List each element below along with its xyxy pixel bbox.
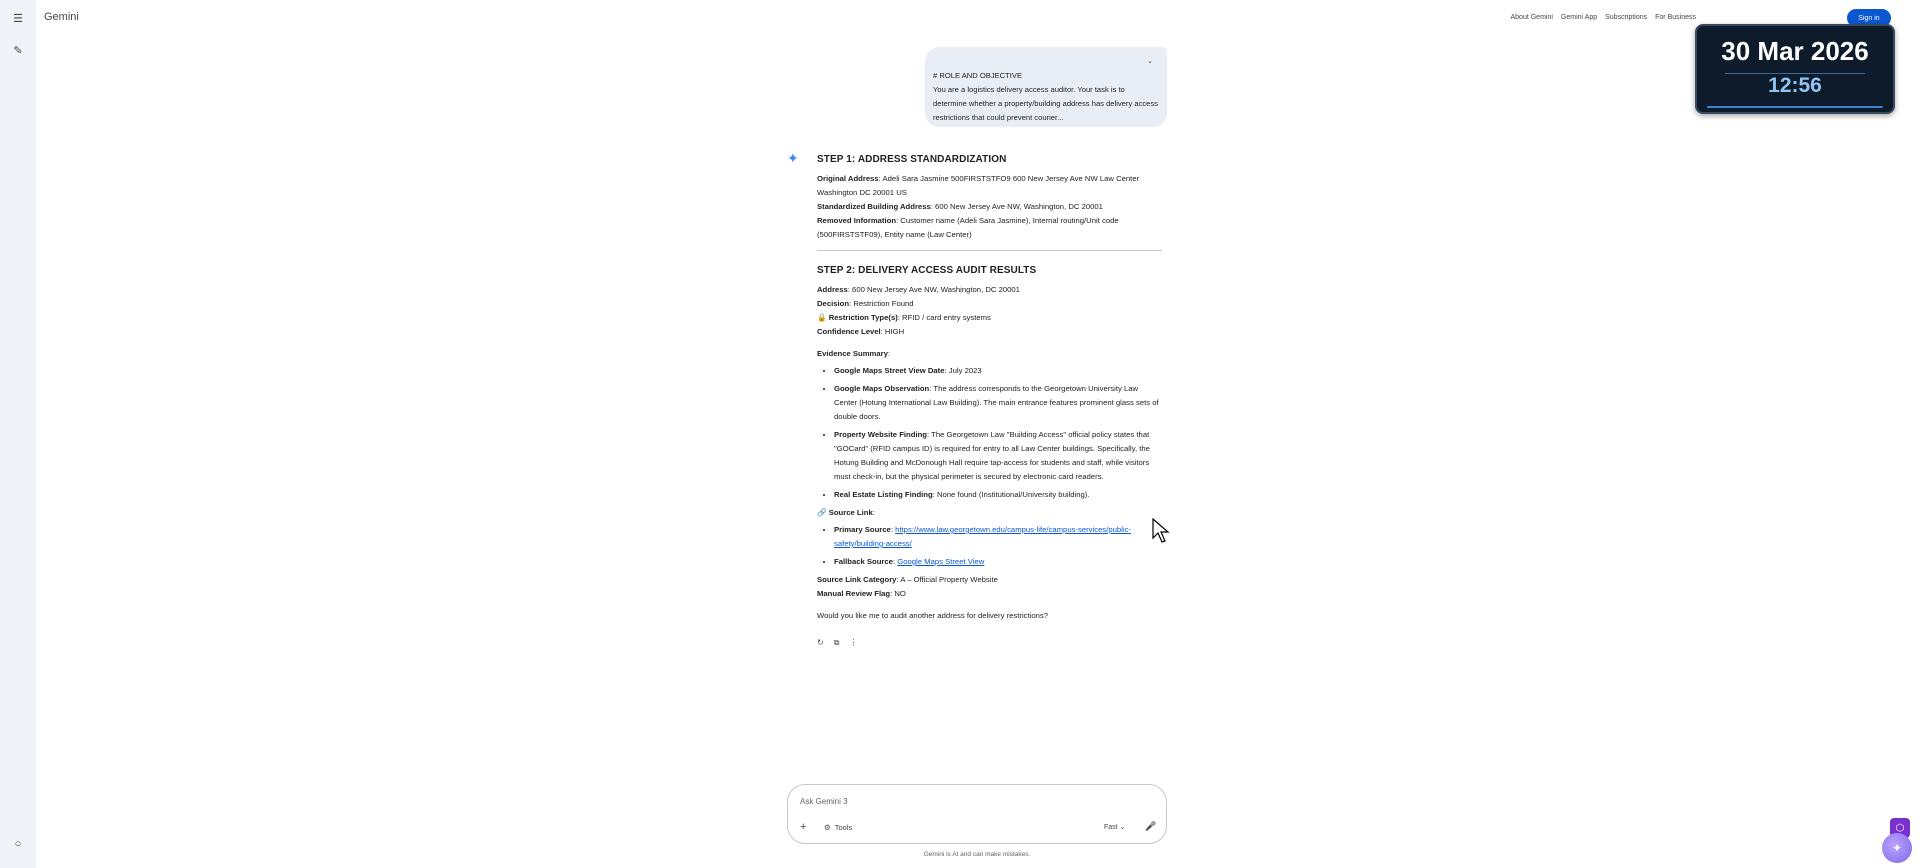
sign-in-button[interactable]: Sign in xyxy=(1847,9,1891,27)
clock-progress-bar xyxy=(1707,106,1883,108)
confidence-level-value: : HIGH xyxy=(880,327,905,336)
fallback-source-sep: : xyxy=(892,557,898,566)
prompt-input-box[interactable] xyxy=(787,784,1167,844)
list-item xyxy=(834,488,1162,502)
top-nav xyxy=(1511,14,1697,21)
app-title[interactable]: Gemini xyxy=(44,11,79,23)
closing-question: Would you like me to audit another address for delivery restrictions? xyxy=(817,611,1049,620)
gemini-spark-icon: ✦ xyxy=(787,150,799,166)
copy-icon[interactable]: ⧉ xyxy=(833,638,840,647)
audit-address-value: : 600 New Jersey Ave NW, Washington, DC 20001 xyxy=(847,285,1020,294)
link-icon: 🔗 xyxy=(817,508,827,517)
settings-icon[interactable]: ○ xyxy=(14,838,22,850)
expand-chevron-icon[interactable]: ⌄ xyxy=(1147,58,1153,65)
regenerate-icon[interactable]: ↻ xyxy=(817,638,824,647)
chevron-down-icon: ⌄ xyxy=(1119,824,1126,831)
evidence-summary-label: Evidence Summary xyxy=(817,349,888,358)
evidence-value: : None found (Institutional/University building). xyxy=(932,490,1090,499)
list-item xyxy=(834,555,1162,569)
step1-heading: STEP 1: ADDRESS STANDARDIZATION xyxy=(817,154,1007,165)
original-address-label: Original Address xyxy=(817,174,879,183)
source-link-suffix: : xyxy=(872,508,875,517)
evidence-summary-heading xyxy=(817,347,1162,361)
tools-label: Tools xyxy=(834,823,853,832)
nav-about-gemini[interactable]: About Gemini xyxy=(1510,14,1553,21)
lock-icon: 🔒 xyxy=(817,313,827,322)
confidence-level-label: Confidence Level xyxy=(817,327,881,336)
manual-review-flag-value: : NO xyxy=(890,589,906,598)
microphone-icon[interactable]: 🎤 xyxy=(1145,821,1157,831)
confidence-level xyxy=(817,325,1162,339)
user-prompt-bubble xyxy=(925,47,1167,127)
restriction-types-value: : RFID / card entry systems xyxy=(897,313,991,322)
standardized-address xyxy=(817,200,1162,214)
list-item xyxy=(834,382,1162,424)
prompt-text: You are a logistics delivery access auditor. Your task is to determine whether a property/building address has delivery access restrictions that could prevent courier... xyxy=(933,85,1158,122)
audit-address-label: Address xyxy=(817,285,848,294)
primary-source-sep: : xyxy=(890,525,896,534)
source-link-category xyxy=(817,573,1162,587)
evidence-label: Google Maps Street View Date xyxy=(834,366,945,375)
add-attachment-icon[interactable]: + xyxy=(800,821,807,833)
disclaimer-text: Gemini is AI and can make mistakes. xyxy=(923,851,1031,858)
new-chat-icon[interactable]: ✎ xyxy=(13,44,23,57)
fallback-source-label: Fallback Source xyxy=(834,557,893,566)
restriction-types xyxy=(817,311,1162,325)
step2-heading: STEP 2: DELIVERY ACCESS AUDIT RESULTS xyxy=(817,265,1037,276)
mouse-cursor-icon xyxy=(1152,518,1172,544)
source-link-heading xyxy=(817,506,1162,520)
evidence-list xyxy=(834,364,1162,502)
menu-icon[interactable]: ☰ xyxy=(13,12,23,25)
source-list xyxy=(834,523,1162,569)
fallback-source-link[interactable]: Google Maps Street View xyxy=(897,557,985,566)
nav-for-business[interactable]: For Business xyxy=(1655,14,1696,21)
clock-time: 12:56 xyxy=(1768,74,1822,97)
removed-information-label: Removed Information xyxy=(817,216,897,225)
section-divider xyxy=(817,250,1162,251)
clock-widget xyxy=(1695,24,1895,114)
decision-label: Decision xyxy=(817,299,850,308)
model-response xyxy=(817,153,1162,650)
mode-label: Fast xyxy=(1104,824,1118,831)
primary-source-link[interactable]: https://www.law.georgetown.edu/campus-life/campus-services/public-safety/building-access/ xyxy=(834,525,1131,548)
prompt-heading: # ROLE AND OBJECTIVE xyxy=(933,71,1023,80)
tools-icon: ⚙ xyxy=(824,823,831,832)
side-rail xyxy=(0,0,36,868)
evidence-label: Google Maps Observation xyxy=(834,384,930,393)
evidence-label: Property Website Finding xyxy=(834,430,927,439)
nav-subscriptions[interactable]: Subscriptions xyxy=(1605,14,1648,21)
evidence-value: : The Georgetown Law "Building Access" official policy states that "GOCard" (RFID campus ID) is required for entry to all Law Center buildings. Specifically, the Hotung Building and McDonough Hall require tap-access for students and staff, while visitors must check-in, but the physical perimeter is secured by electronic card readers. xyxy=(834,430,1150,481)
removed-information-value: : Customer name (Adeli Sara Jasmine), Internal routing/Unit code (500FIRSTSTF09), Entity name (Law Center) xyxy=(817,216,1119,239)
source-link-label: Source Link xyxy=(828,508,873,517)
decision xyxy=(817,297,1162,311)
manual-review-flag-label: Manual Review Flag xyxy=(817,589,891,598)
evidence-label: Real Estate Listing Finding xyxy=(834,490,933,499)
nav-gemini-app[interactable]: Gemini App xyxy=(1560,14,1598,21)
decision-value: : Restriction Found xyxy=(849,299,914,308)
clock-date: 30 Mar 2026 xyxy=(1721,36,1869,66)
list-item xyxy=(834,428,1162,484)
tools-button[interactable] xyxy=(824,823,852,832)
evidence-value: : The address corresponds to the Georgetown University Law Center (Hotung International Law Building). The main entrance features prominent glass sets of double doors. xyxy=(834,384,1159,421)
original-address-value: : Adeli Sara Jasmine 500FIRSTSTFO9 600 New Jersey Ave NW Law Center Washington DC 20001 US xyxy=(817,174,1140,197)
standardized-address-label: Standardized Building Address xyxy=(817,202,931,211)
removed-information xyxy=(817,214,1162,242)
more-options-icon[interactable]: ⋮ xyxy=(849,638,858,647)
assistant-sparkle-icon[interactable]: ✦ xyxy=(1882,833,1912,863)
primary-source-label: Primary Source xyxy=(834,525,891,534)
source-link-category-value: : A – Official Property Website xyxy=(896,575,998,584)
evidence-summary-suffix: : xyxy=(887,349,891,358)
standardized-address-value: : 600 New Jersey Ave NW, Washington, DC 20001 xyxy=(930,202,1103,211)
source-link-category-label: Source Link Category xyxy=(817,575,897,584)
evidence-value: : July 2023 xyxy=(944,366,982,375)
response-actions xyxy=(817,636,1162,650)
restriction-types-label: Restriction Type(s) xyxy=(828,313,898,322)
audit-address xyxy=(817,283,1162,297)
extension-icon[interactable]: ⬡ xyxy=(1890,818,1910,838)
list-item xyxy=(834,364,1162,378)
list-item xyxy=(834,523,1162,551)
prompt-input-placeholder[interactable]: Ask Gemini 3 xyxy=(800,797,848,806)
manual-review-flag xyxy=(817,587,1162,601)
original-address xyxy=(817,172,1162,200)
model-mode-selector[interactable] xyxy=(1104,823,1125,831)
